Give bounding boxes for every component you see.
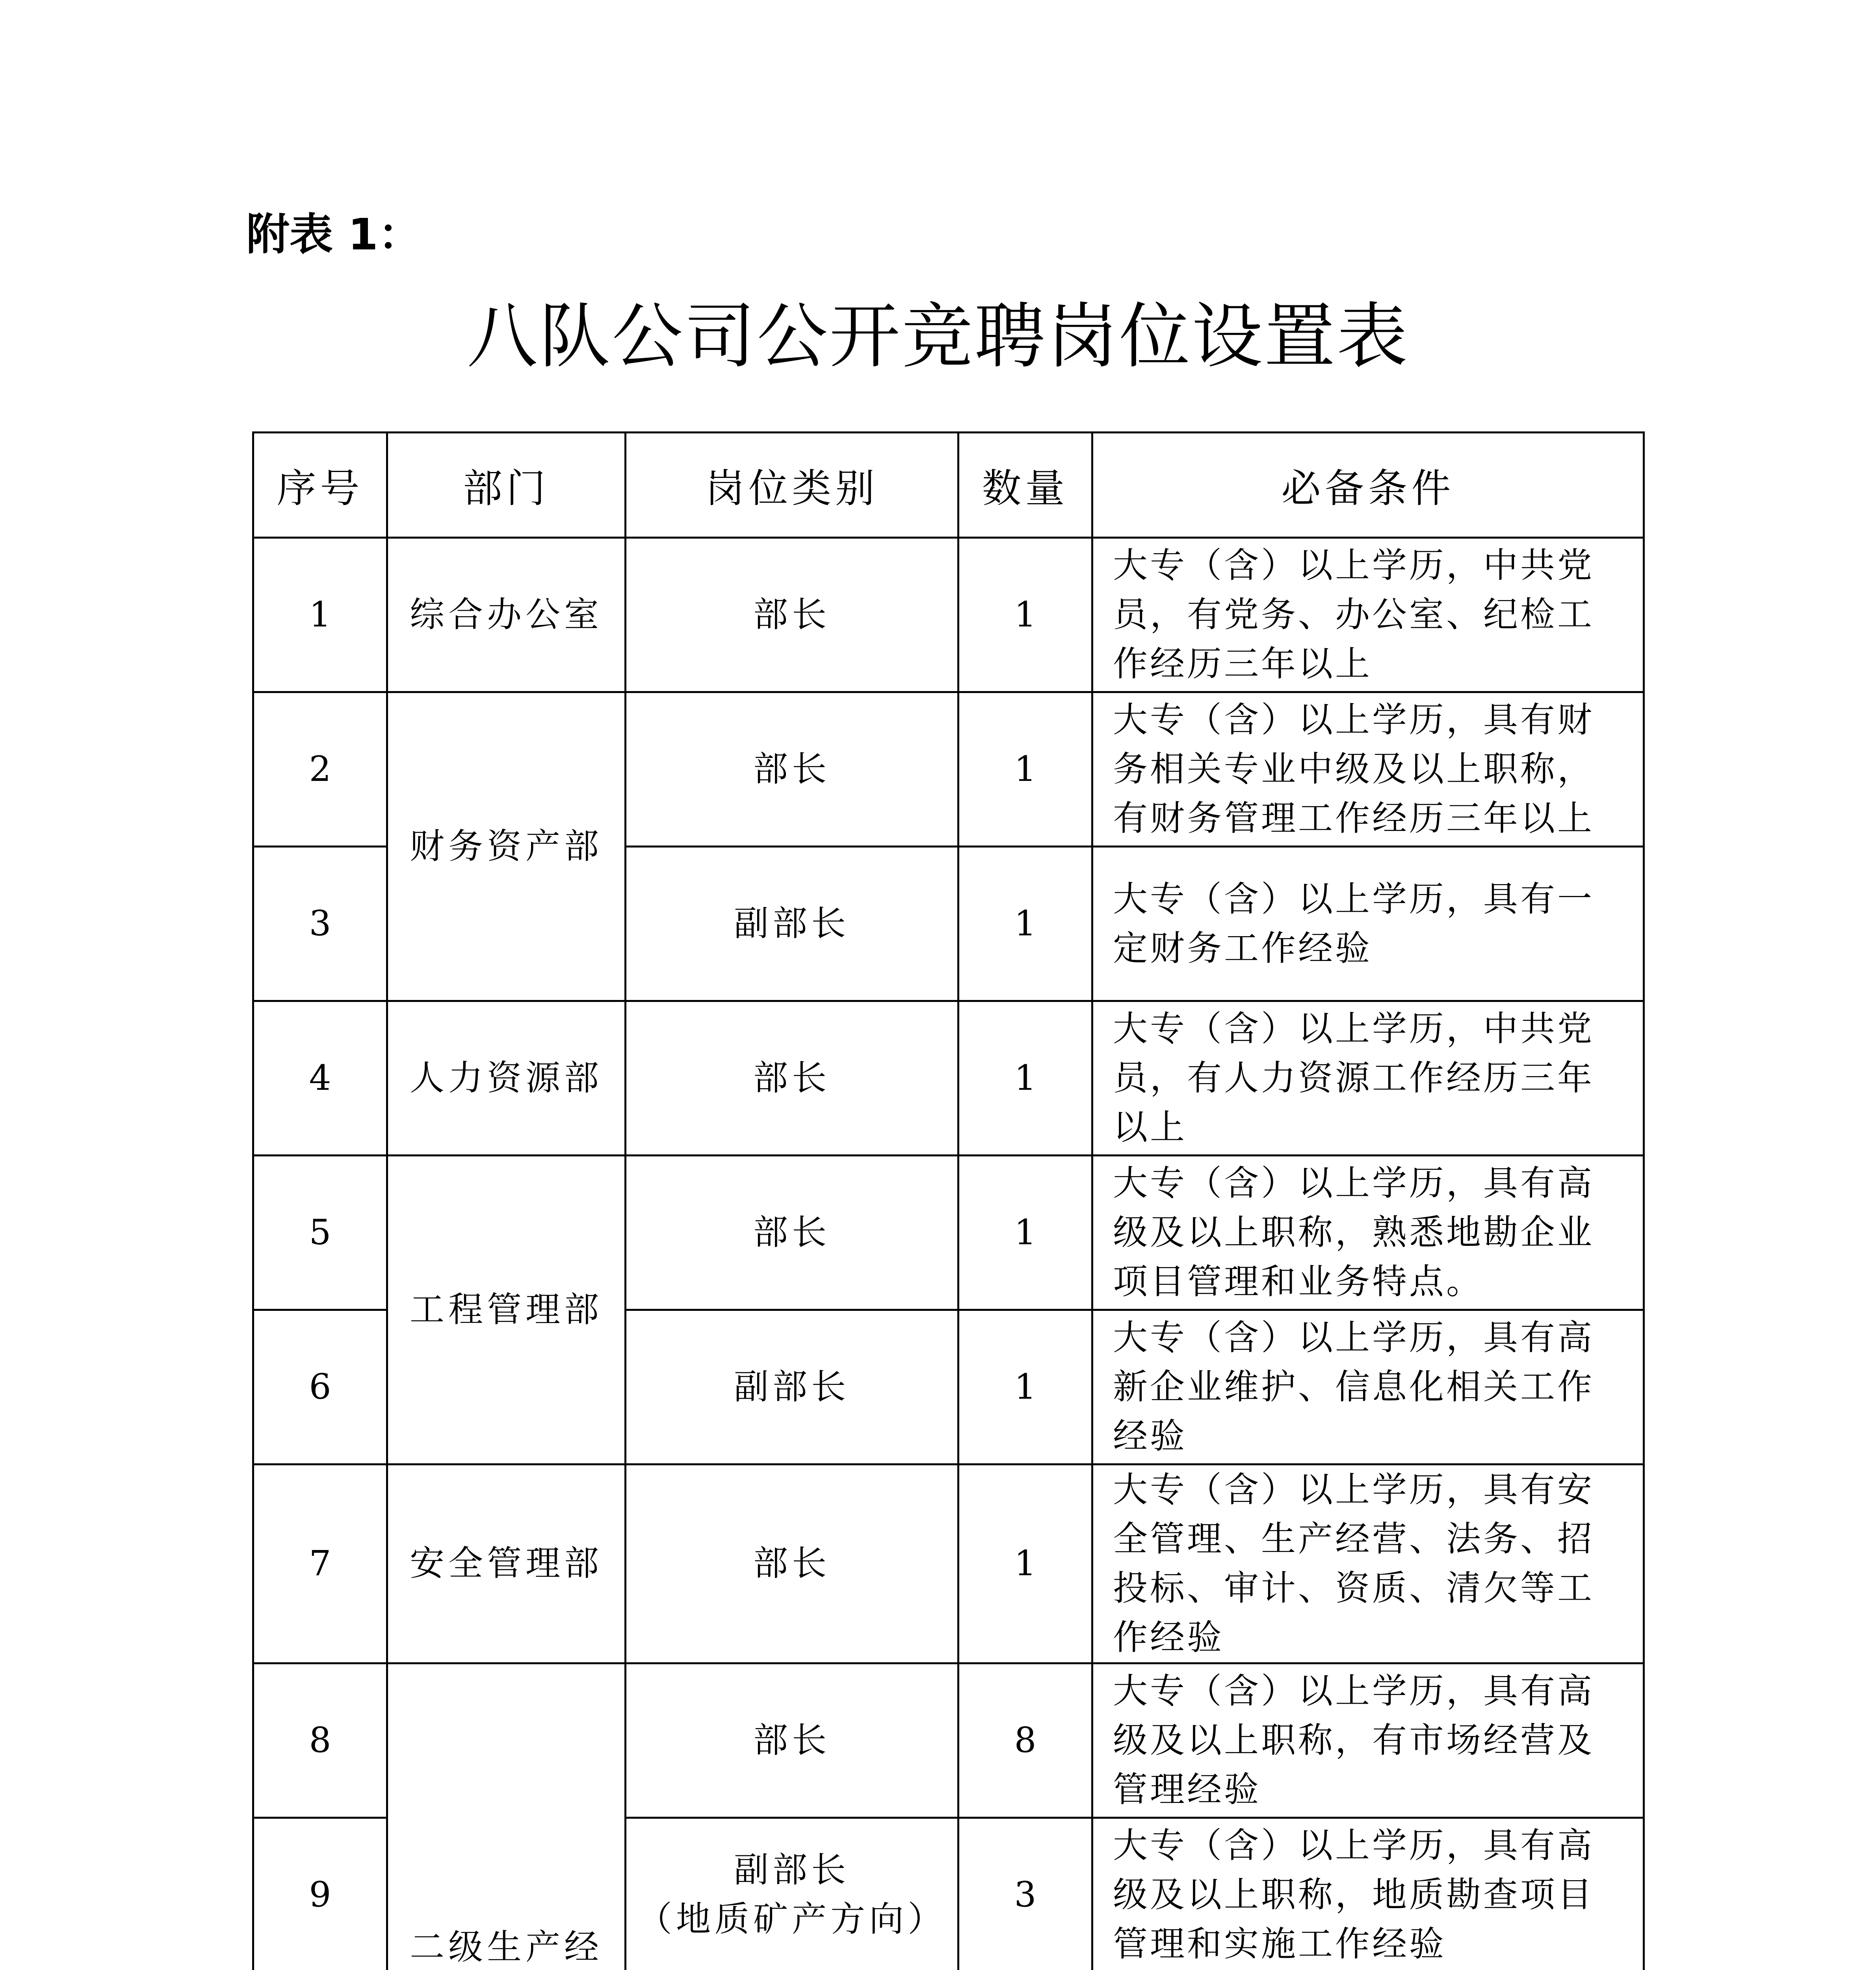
position-cell: 部长 bbox=[626, 1156, 958, 1310]
appendix-label: 附表 1： bbox=[246, 209, 422, 260]
table-header-row bbox=[253, 433, 1644, 538]
seq-cell: 2 bbox=[253, 692, 387, 847]
dept-cell-merged: 工程管理部 bbox=[387, 1156, 626, 1464]
header-seq: 序号 bbox=[253, 433, 387, 538]
document-title: 八队公司公开竞聘岗位设置表 bbox=[466, 296, 1409, 378]
count-cell: 1 bbox=[958, 692, 1092, 847]
dept-cell: 综合办公室 bbox=[387, 538, 626, 692]
count-cell: 1 bbox=[958, 1001, 1092, 1156]
seq-cell: 7 bbox=[253, 1464, 387, 1663]
dept-cell: 安全管理部 bbox=[387, 1464, 626, 1663]
position-direction: （地质矿产方向） bbox=[637, 1899, 946, 1940]
count-cell: 1 bbox=[958, 1156, 1092, 1310]
table-row bbox=[253, 1663, 1644, 1818]
seq-cell: 8 bbox=[253, 1663, 387, 1818]
seq-cell: 4 bbox=[253, 1001, 387, 1156]
dept-cell-merged bbox=[387, 1663, 626, 1970]
seq-cell: 6 bbox=[253, 1310, 387, 1464]
table-row bbox=[253, 1001, 1644, 1156]
count-cell: 3 bbox=[958, 1818, 1092, 1970]
header-requirements: 必备条件 bbox=[1092, 433, 1644, 538]
requirements-cell: 大专（含）以上学历，具有高级及以上职称，有市场经营及管理经验 bbox=[1092, 1663, 1644, 1818]
requirements-cell: 大专（含）以上学历，中共党员，有人力资源工作经历三年以上 bbox=[1092, 1001, 1644, 1156]
header-position: 岗位类别 bbox=[626, 433, 958, 538]
header-dept: 部门 bbox=[387, 433, 626, 538]
position-cell: 部长 bbox=[626, 538, 958, 692]
seq-cell: 1 bbox=[253, 538, 387, 692]
dept-line: 二级生产经 bbox=[409, 1927, 603, 1968]
count-cell: 1 bbox=[958, 538, 1092, 692]
table-row bbox=[253, 692, 1644, 847]
position-cell: 部长 bbox=[626, 1663, 958, 1818]
table-row bbox=[253, 1464, 1644, 1663]
position-cell: 副部长 bbox=[626, 847, 958, 1001]
seq-cell: 9 bbox=[253, 1818, 387, 1970]
count-cell: 1 bbox=[958, 1310, 1092, 1464]
seq-cell: 3 bbox=[253, 847, 387, 1001]
positions-table bbox=[252, 431, 1645, 1970]
requirements-cell: 大专（含）以上学历，具有一定财务工作经验 bbox=[1092, 847, 1644, 1001]
count-cell: 1 bbox=[958, 1464, 1092, 1663]
requirements-cell: 大专（含）以上学历，具有高级及以上职称，熟悉地勘企业项目管理和业务特点。 bbox=[1092, 1156, 1644, 1310]
seq-cell: 5 bbox=[253, 1156, 387, 1310]
dept-cell-merged: 财务资产部 bbox=[387, 692, 626, 1001]
requirements-cell: 大专（含）以上学历，具有高新企业维护、信息化相关工作经验 bbox=[1092, 1310, 1644, 1464]
requirements-cell: 大专（含）以上学历，具有财务相关专业中级及以上职称，有财务管理工作经历三年以上 bbox=[1092, 692, 1644, 847]
header-count: 数量 bbox=[958, 433, 1092, 538]
position-cell: 部长 bbox=[626, 1464, 958, 1663]
table-row bbox=[253, 538, 1644, 692]
requirements-cell: 大专（含）以上学历，具有高级及以上职称，地质勘查项目管理和实施工作经验 bbox=[1092, 1818, 1644, 1970]
position-cell: 副部长 bbox=[626, 1310, 958, 1464]
dept-cell: 人力资源部 bbox=[387, 1001, 626, 1156]
position-cell bbox=[626, 1818, 958, 1970]
requirements-cell: 大专（含）以上学历，具有安全管理、生产经营、法务、招投标、审计、资质、清欠等工作经验 bbox=[1092, 1464, 1644, 1663]
table-row bbox=[253, 1156, 1644, 1310]
requirements-cell: 大专（含）以上学历，中共党员，有党务、办公室、纪检工作经历三年以上 bbox=[1092, 538, 1644, 692]
position-cell: 部长 bbox=[626, 692, 958, 847]
position-cell: 部长 bbox=[626, 1001, 958, 1156]
count-cell: 1 bbox=[958, 847, 1092, 1001]
position-title: 副部长 bbox=[734, 1849, 850, 1890]
count-cell: 8 bbox=[958, 1663, 1092, 1818]
